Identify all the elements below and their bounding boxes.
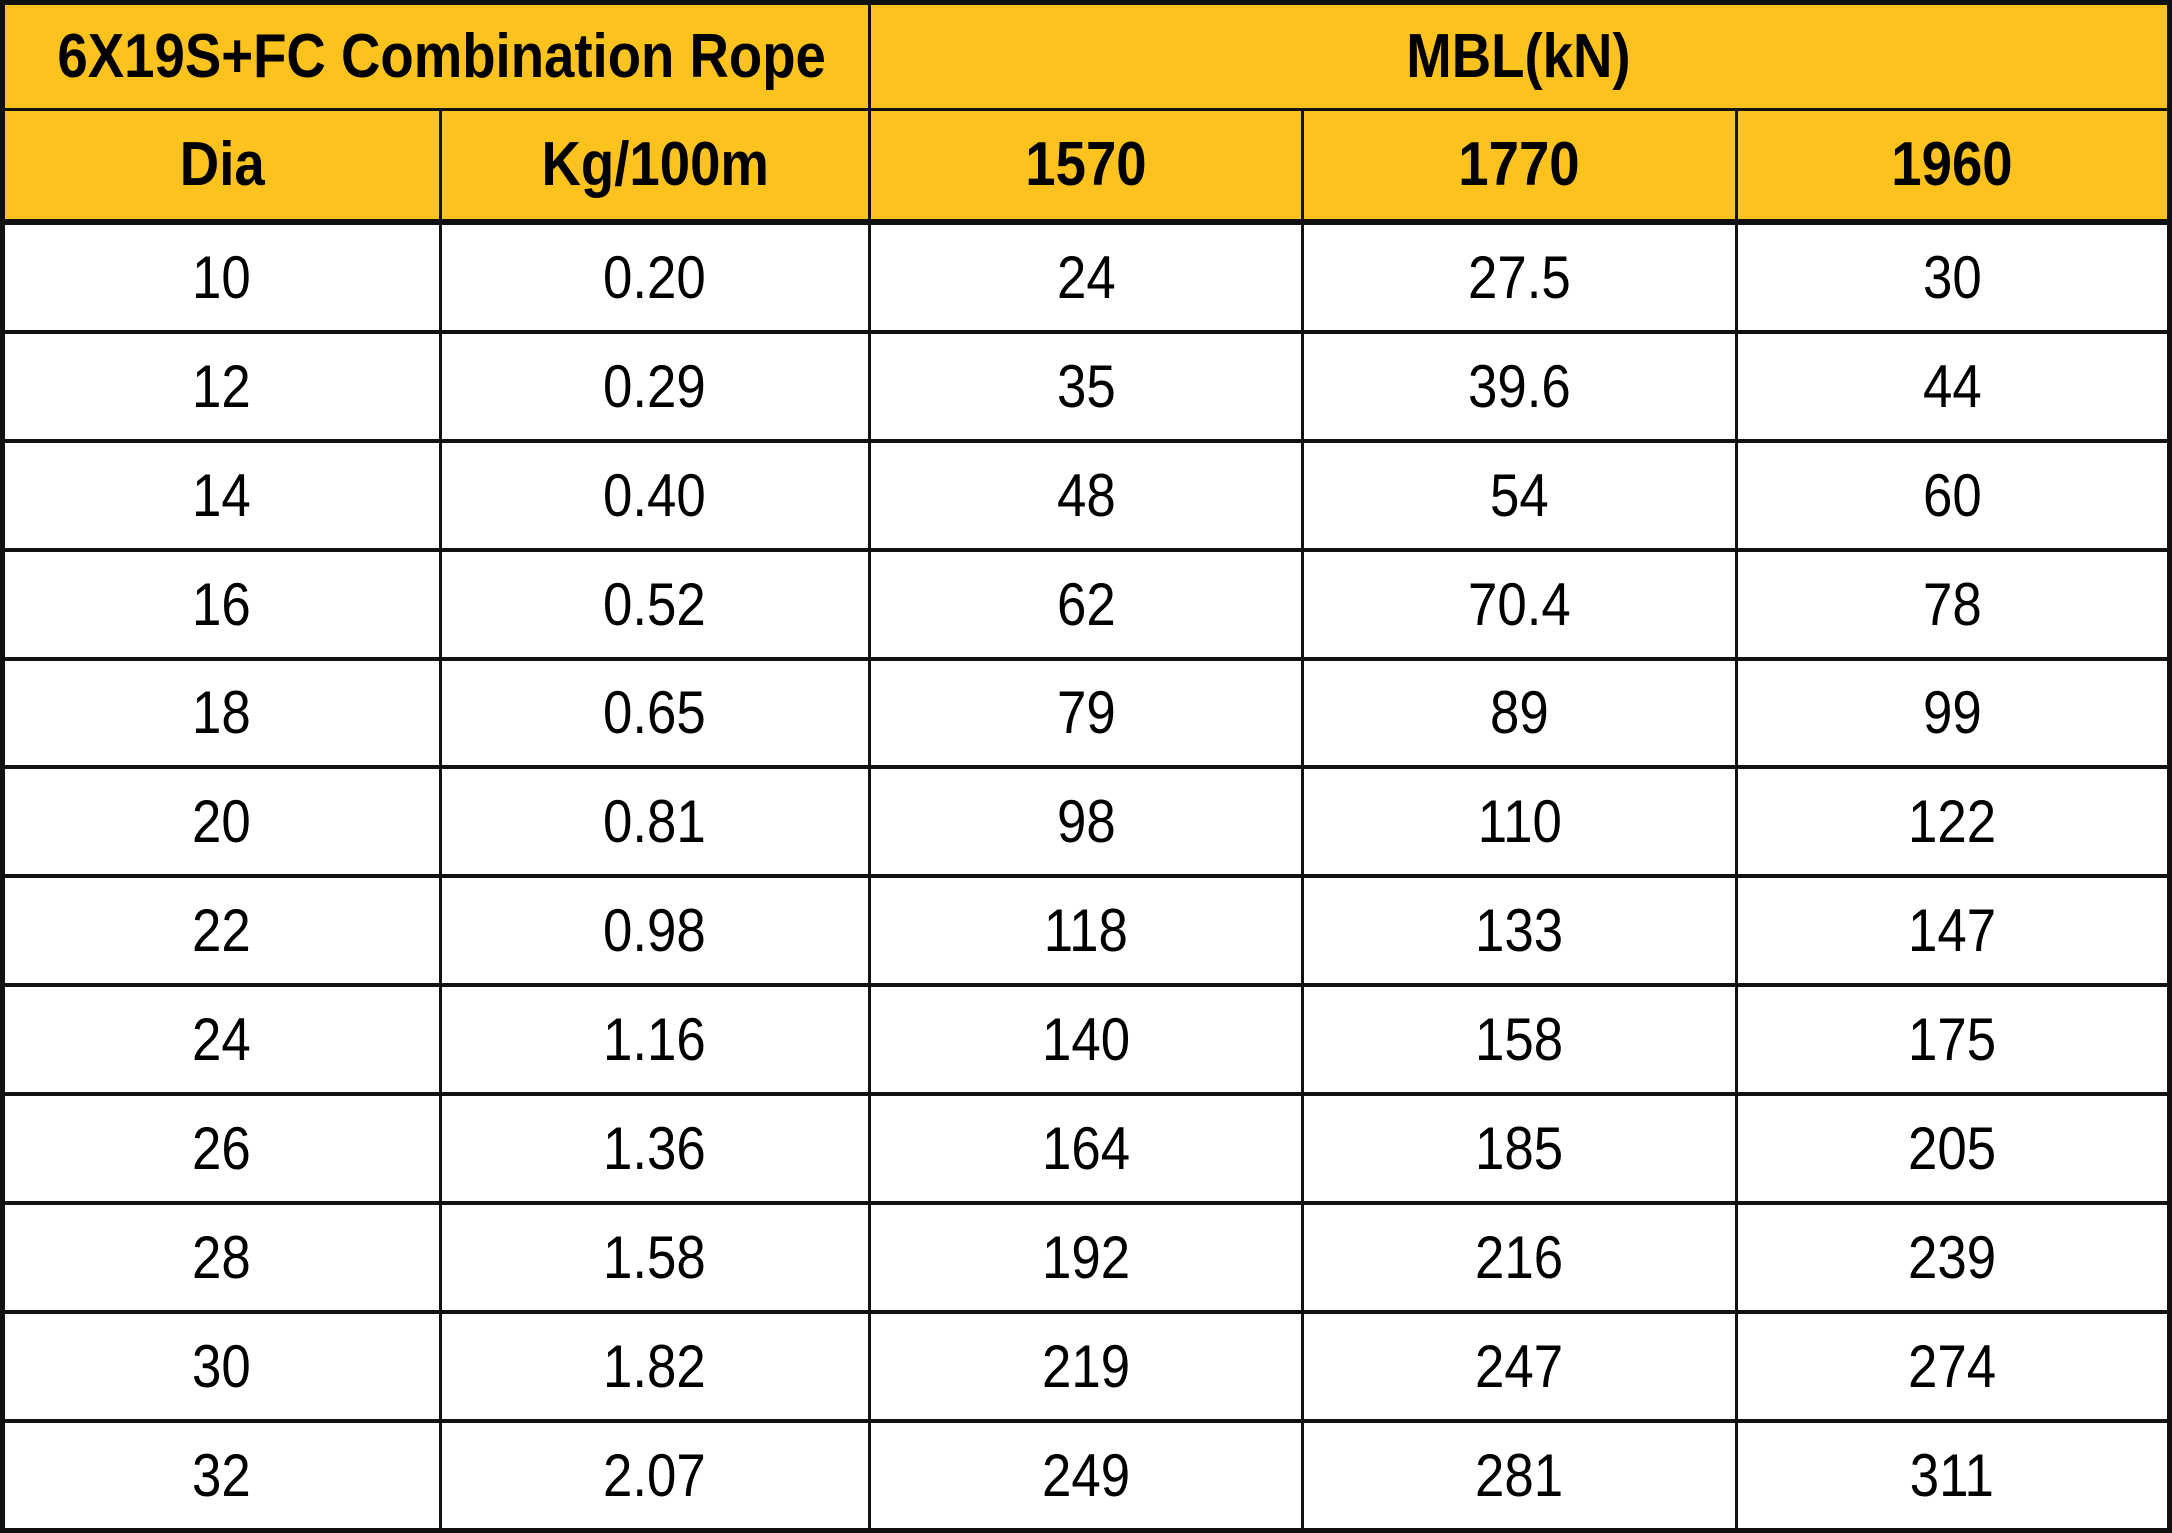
cell-mbl-1770: 185 xyxy=(1303,1094,1736,1203)
cell-mbl-1570: 249 xyxy=(869,1421,1302,1531)
group-header-mbl-label: MBL(kN) xyxy=(1406,22,1632,91)
column-header-1770-label: 1770 xyxy=(1458,130,1581,200)
cell-kg: 1.82 xyxy=(440,1312,869,1421)
cell-dia: 18 xyxy=(3,659,441,768)
cell-kg: 0.81 xyxy=(440,767,869,876)
table-row xyxy=(3,332,2170,441)
cell-mbl-1960: 122 xyxy=(1736,767,2169,876)
cell-mbl-1570: 164 xyxy=(869,1094,1302,1203)
cell-mbl-1570: 24 xyxy=(869,222,1302,332)
cell-dia: 32 xyxy=(3,1421,441,1531)
cell-kg: 1.16 xyxy=(440,985,869,1094)
cell-mbl-1960: 30 xyxy=(1736,222,2169,332)
column-header-row xyxy=(3,110,2170,222)
cell-dia: 26 xyxy=(3,1094,441,1203)
cell-mbl-1570: 48 xyxy=(869,441,1302,550)
table-row xyxy=(3,222,2170,332)
cell-dia: 22 xyxy=(3,876,441,985)
table-row xyxy=(3,1094,2170,1203)
cell-mbl-1770: 39.6 xyxy=(1303,332,1736,441)
table-row xyxy=(3,1312,2170,1421)
cell-mbl-1770: 89 xyxy=(1303,659,1736,768)
column-header-kg-per-100m xyxy=(440,110,869,222)
cell-kg: 0.98 xyxy=(440,876,869,985)
table-row xyxy=(3,659,2170,768)
cell-mbl-1960: 239 xyxy=(1736,1203,2169,1312)
cell-mbl-1770: 27.5 xyxy=(1303,222,1736,332)
cell-mbl-1570: 35 xyxy=(869,332,1302,441)
cell-mbl-1570: 79 xyxy=(869,659,1302,768)
cell-dia: 28 xyxy=(3,1203,441,1312)
cell-mbl-1960: 99 xyxy=(1736,659,2169,768)
group-header-mbl xyxy=(869,3,2169,110)
column-header-1960-label: 1960 xyxy=(1891,130,2013,200)
cell-mbl-1770: 247 xyxy=(1303,1312,1736,1421)
column-header-dia-label: Dia xyxy=(179,130,265,200)
cell-dia: 12 xyxy=(3,332,441,441)
column-header-1570-label: 1570 xyxy=(1025,130,1147,200)
column-header-1570 xyxy=(869,110,1302,222)
group-header-rope-type-label: 6X19S+FC Combination Rope xyxy=(57,22,826,91)
cell-mbl-1770: 133 xyxy=(1303,876,1736,985)
table-row xyxy=(3,1421,2170,1531)
group-header-rope-type xyxy=(3,3,870,110)
cell-mbl-1570: 98 xyxy=(869,767,1302,876)
cell-kg: 1.36 xyxy=(440,1094,869,1203)
column-header-1960 xyxy=(1736,110,2169,222)
cell-mbl-1570: 118 xyxy=(869,876,1302,985)
table-row xyxy=(3,985,2170,1094)
cell-mbl-1770: 158 xyxy=(1303,985,1736,1094)
group-header-row xyxy=(3,3,2170,110)
cell-kg: 0.40 xyxy=(440,441,869,550)
cell-kg: 2.07 xyxy=(440,1421,869,1531)
cell-mbl-1770: 54 xyxy=(1303,441,1736,550)
cell-dia: 14 xyxy=(3,441,441,550)
cell-mbl-1960: 147 xyxy=(1736,876,2169,985)
cell-kg: 1.58 xyxy=(440,1203,869,1312)
cell-dia: 20 xyxy=(3,767,441,876)
cell-mbl-1570: 140 xyxy=(869,985,1302,1094)
cell-mbl-1770: 216 xyxy=(1303,1203,1736,1312)
cell-mbl-1960: 311 xyxy=(1736,1421,2169,1531)
cell-mbl-1570: 219 xyxy=(869,1312,1302,1421)
column-header-dia xyxy=(3,110,441,222)
cell-dia: 30 xyxy=(3,1312,441,1421)
column-header-kg-per-100m-label: Kg/100m xyxy=(541,130,769,200)
cell-mbl-1770: 70.4 xyxy=(1303,550,1736,659)
column-header-1770 xyxy=(1303,110,1736,222)
table-row xyxy=(3,1203,2170,1312)
cell-dia: 24 xyxy=(3,985,441,1094)
cell-dia: 16 xyxy=(3,550,441,659)
cell-mbl-1570: 62 xyxy=(869,550,1302,659)
cell-mbl-1960: 44 xyxy=(1736,332,2169,441)
cell-kg: 0.65 xyxy=(440,659,869,768)
table-row xyxy=(3,441,2170,550)
table-row xyxy=(3,550,2170,659)
cell-mbl-1770: 281 xyxy=(1303,1421,1736,1531)
table-row xyxy=(3,876,2170,985)
cell-kg: 0.29 xyxy=(440,332,869,441)
cell-mbl-1770: 110 xyxy=(1303,767,1736,876)
cell-mbl-1960: 175 xyxy=(1736,985,2169,1094)
cell-mbl-1960: 205 xyxy=(1736,1094,2169,1203)
cell-mbl-1960: 78 xyxy=(1736,550,2169,659)
cell-mbl-1960: 274 xyxy=(1736,1312,2169,1421)
cell-mbl-1960: 60 xyxy=(1736,441,2169,550)
cell-dia: 10 xyxy=(3,222,441,332)
cell-mbl-1570: 192 xyxy=(869,1203,1302,1312)
cell-kg: 0.52 xyxy=(440,550,869,659)
table-row xyxy=(3,767,2170,876)
cell-kg: 0.20 xyxy=(440,222,869,332)
